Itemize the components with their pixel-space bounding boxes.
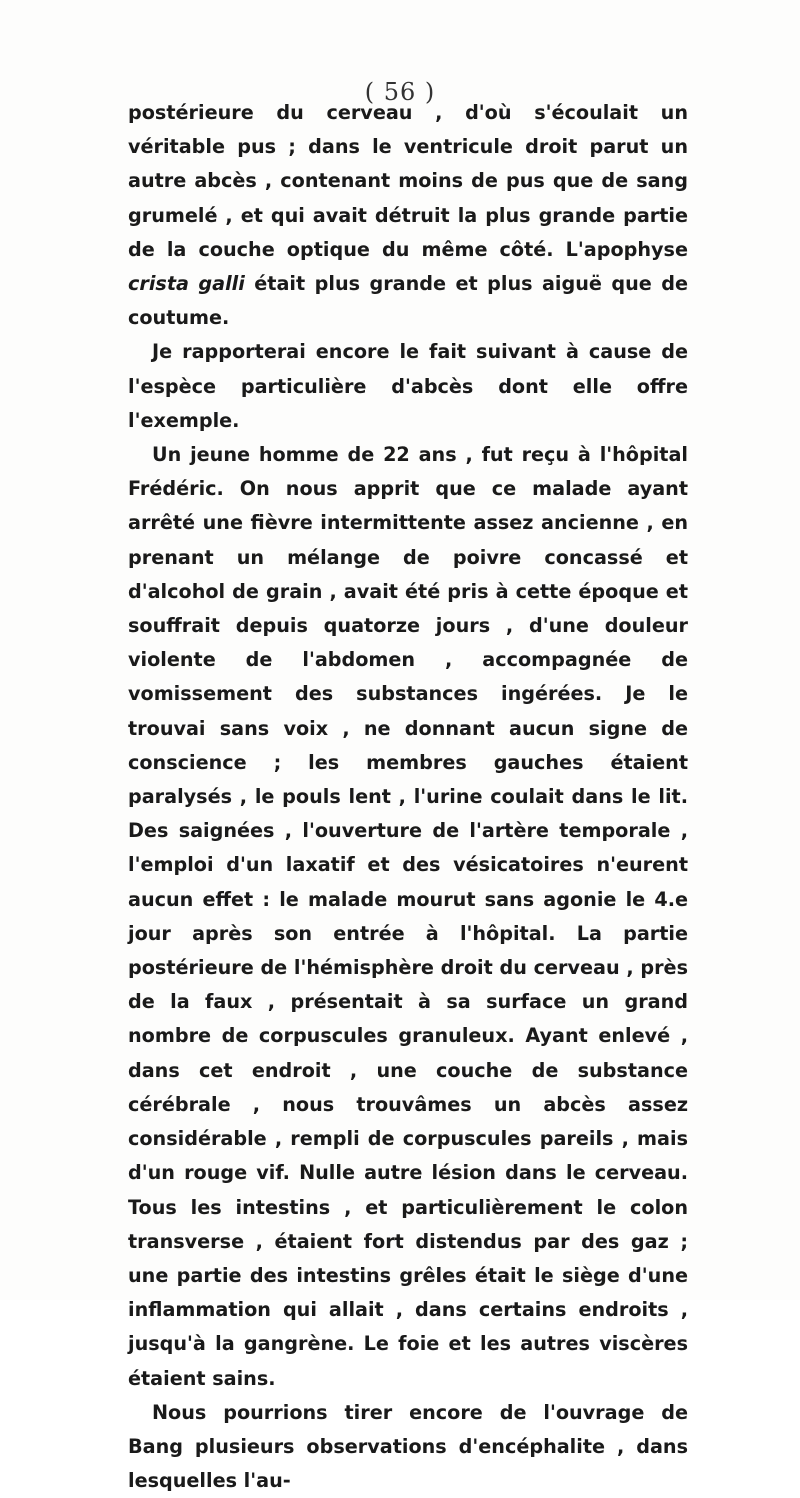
text-segment: était plus grande et plus aiguë que de coutume. [128,272,688,330]
page-number: ( 56 ) [364,78,436,106]
paragraph [128,1396,688,1498]
paragraph [128,335,688,438]
body-text [128,96,688,1498]
paragraph [128,438,688,1396]
text-segment: Je rapporterai encore le fait suivant à cause de l'espèce particulière d'abcès dont elle offre l'exemple. [128,340,688,432]
text-segment: postérieure du cerveau , d'où s'écoulait un véritable pus ; dans le ventricule droit parut un autre abcès , contenant moins de pus que de sang grumelé , et qui avait détruit la plus grande partie de la couche optique du même côté. L'apophyse [128,101,688,261]
paragraph [128,96,688,335]
text-segment: Nous pourrions tirer encore de l'ouvrage de Bang plusieurs observations d'encéphalite , dans lesquelles l'au- [128,1400,688,1493]
text-segment: Un jeune homme de 22 ans , fut reçu à l'hôpital Frédéric. On nous apprit que ce malade ayant arrêté une fièvre intermittente assez ancienne , en prenant un mélange de poivre concassé et d'alcohol de grain , avait été pris à cette époque et souffrait depuis quatorze jours , d'une douleur violente de l'abdomen , accompagnée de vomissement des substances ingérées. Je le trouvai sans voix , ne donnant aucun signe de conscience ; les membres gauches étaient paralysés , le pouls lent , l'urine coulait dans le lit. Des saignées , l'ouverture de l'artère temporale , l'emploi d'un laxatif et des vésicatoires n'eurent aucun effet : le malade mourut sans agonie le 4.e jour après son entrée à l'hôpital. La partie postérieure de l'hémisphère droit du cerveau , près de la faux , présentait à sa surface un grand nombre de corpuscules granuleux. Ayant enlevé , dans cet endroit , une couche de substance cérébrale , nous trouvâmes un abcès assez considérable , rempli de corpuscules pareils , mais d'un rouge vif. Nulle autre lésion dans le cerveau. Tous les intestins , et particulièrement le colon transverse , étaient fort distendus par des gaz ; une partie des intestins grêles était le siège d'une inflammation qui allait , dans certains endroits , jusqu'à la gangrène. Le foie et les autres viscères étaient sains. [128,443,688,1390]
italic-term: crista galli [128,272,245,296]
